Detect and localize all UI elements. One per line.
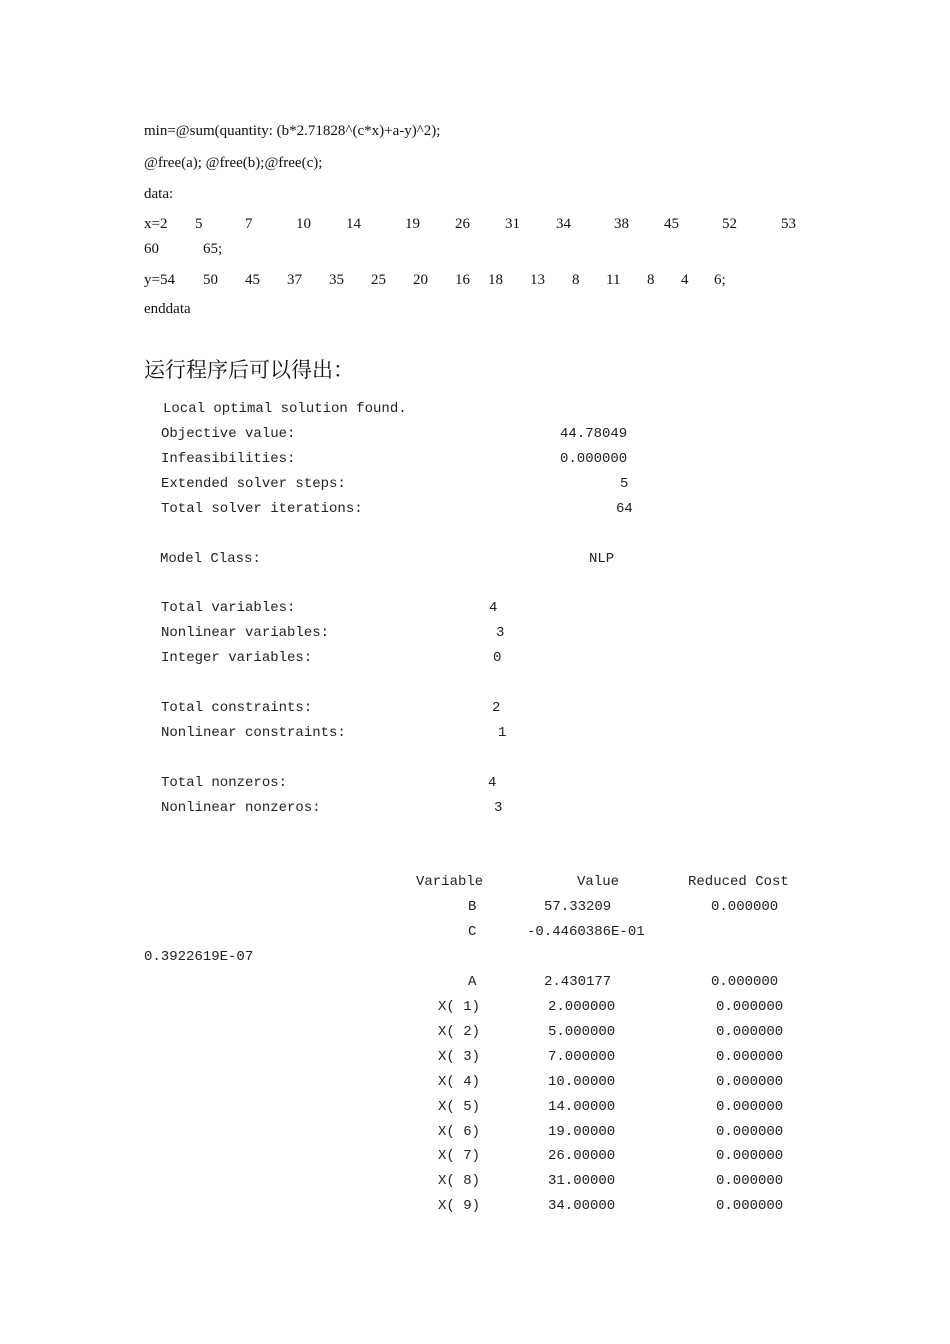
extended-steps-label: Extended solver steps: [161,476,346,492]
code-y-value: 8 [572,272,580,288]
row-value: 7.000000 [548,1049,616,1065]
row-value: 2.430177 [544,974,612,990]
nonlinear-variables-value: 3 [496,625,505,641]
row-reduced-cost: 0.000000 [716,1124,784,1140]
row-variable: C [468,924,477,940]
model-class-label: Model Class: [160,551,261,567]
code-x-value: 31 [505,216,520,232]
section-heading: 运行程序后可以得出： [144,358,354,382]
extended-steps-value: 5 [620,476,629,492]
code-y-value: 18 [488,272,503,288]
row-variable: X( 1) [438,999,481,1015]
code-y-label: y=54 [144,272,175,288]
integer-variables-value: 0 [493,650,502,666]
integer-variables-label: Integer variables: [161,650,313,666]
row-variable: X( 3) [438,1049,481,1065]
code-y-value: 4 [681,272,689,288]
row-reduced-cost: 0.000000 [716,1099,784,1115]
code-x-value: 60 [144,241,159,257]
code-x-label: x=2 [144,216,168,232]
row-value: -0.4460386E-01 [527,924,645,940]
table-header-value: Value [577,874,620,890]
code-x-value: 14 [346,216,361,232]
code-y-value: 45 [245,272,260,288]
total-variables-value: 4 [489,600,498,616]
solver-status: Local optimal solution found. [163,401,407,417]
row-value: 31.00000 [548,1173,616,1189]
infeasibilities-value: 0.000000 [560,451,628,467]
code-x-value: 7 [245,216,253,232]
code-x-value: 38 [614,216,629,232]
code-y-value: 16 [455,272,470,288]
row-variable: B [468,899,477,915]
code-y-value: 11 [606,272,621,288]
row-value: 2.000000 [548,999,616,1015]
row-reduced-cost: 0.000000 [716,1074,784,1090]
code-y-value: 37 [287,272,302,288]
row-variable: X( 7) [438,1148,481,1164]
code-line-objective: min=@sum(quantity: (b*2.71828^(c*x)+a-y)^2); [144,123,441,139]
row-value: 14.00000 [548,1099,616,1115]
row-value: 5.000000 [548,1024,616,1040]
code-x-value: 10 [296,216,311,232]
objective-label: Objective value: [161,426,296,442]
table-header-reduced-cost: Reduced Cost [688,874,789,890]
row-variable: A [468,974,477,990]
nonlinear-nonzeros-value: 3 [494,800,503,816]
row-reduced-cost: 0.000000 [711,899,779,915]
code-x-value: 45 [664,216,679,232]
code-x-value: 19 [405,216,420,232]
row-reduced-cost: 0.000000 [716,1198,784,1214]
row-value: 19.00000 [548,1124,616,1140]
code-y-value: 35 [329,272,344,288]
row-value: 34.00000 [548,1198,616,1214]
row-value: 57.33209 [544,899,612,915]
total-constraints-label: Total constraints: [161,700,313,716]
code-y-value: 20 [413,272,428,288]
nonlinear-nonzeros-label: Nonlinear nonzeros: [161,800,321,816]
total-nonzeros-label: Total nonzeros: [161,775,288,791]
code-y-value: 8 [647,272,655,288]
row-reduced-cost: 0.000000 [711,974,779,990]
nonlinear-variables-label: Nonlinear variables: [161,625,330,641]
row-reduced-cost: 0.000000 [716,1148,784,1164]
nonlinear-constraints-label: Nonlinear constraints: [161,725,346,741]
iterations-value: 64 [616,501,633,517]
code-x-value: 34 [556,216,571,232]
total-variables-label: Total variables: [161,600,296,616]
code-y-value: 25 [371,272,386,288]
code-line-data: data: [144,186,174,202]
infeasibilities-label: Infeasibilities: [161,451,296,467]
code-x-value: 65; [203,241,223,257]
row-reduced-cost: 0.000000 [716,1024,784,1040]
row-reduced-cost: 0.000000 [716,1173,784,1189]
row-variable: X( 5) [438,1099,481,1115]
code-x-value: 52 [722,216,737,232]
row-variable: X( 8) [438,1173,481,1189]
row-variable: X( 9) [438,1198,481,1214]
total-nonzeros-value: 4 [488,775,497,791]
objective-value: 44.78049 [560,426,628,442]
total-constraints-value: 2 [492,700,501,716]
row-reduced-cost: 0.000000 [716,1049,784,1065]
code-line-enddata: enddata [144,301,191,317]
code-x-value: 53 [781,216,796,232]
row-variable: X( 6) [438,1124,481,1140]
code-x-value: 26 [455,216,470,232]
row-value: 10.00000 [548,1074,616,1090]
row-value: 26.00000 [548,1148,616,1164]
table-header-variable: Variable [416,874,484,890]
code-y-value: 6; [714,272,726,288]
model-class-value: NLP [589,551,615,567]
row-reduced-cost: 0.000000 [716,999,784,1015]
nonlinear-constraints-value: 1 [498,725,507,741]
iterations-label: Total solver iterations: [161,501,363,517]
row-variable: X( 2) [438,1024,481,1040]
code-x-value: 5 [195,216,203,232]
code-y-value: 50 [203,272,218,288]
row-variable: X( 4) [438,1074,481,1090]
code-line-free: @free(a); @free(b);@free(c); [144,155,323,171]
row-reduced-cost: 0.3922619E-07 [144,949,254,965]
code-y-value: 13 [530,272,545,288]
